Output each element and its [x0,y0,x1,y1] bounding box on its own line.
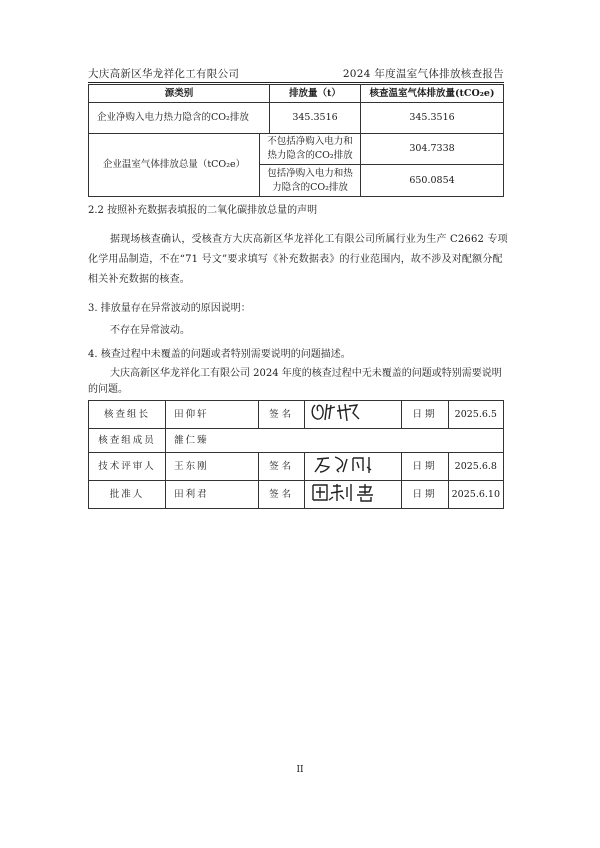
section-4-title: 4. 核查过程中未覆盖的问题或者特别需要说明的问题描述。 [88,349,351,360]
col-verified: 核查温室气体排放量(tCO₂e) [361,85,504,103]
role-lead: 核查组长 [89,401,166,429]
date-label: 日期 [402,481,448,509]
role-reviewer: 技术评审人 [89,453,166,481]
role-member: 核查组成员 [89,429,166,453]
row-electricity-verified: 345.3516 [361,103,504,134]
section-2-2-title: 2.2 按照补充数据表填报的二氧化碳排放总量的声明 [88,205,318,216]
section-2-2-body: 据现场核查确认，受核查方大庆高新区华龙祥化工有限公司所属行业为生产 C2662 专项化学用品制造，不在“71 号文”要求填写《补充数据表》的行业范围内，故不涉及对配额分配相关补充数据的核查。 [88,234,508,285]
sign-label: 签名 [259,481,305,509]
signature-reviewer [305,453,402,481]
page-header [88,66,504,81]
header-company: 大庆高新区华龙祥化工有限公司 [88,68,240,80]
page-number: II [296,765,304,775]
date-label: 日期 [402,401,448,429]
row-total-incl-verified: 650.0854 [361,165,504,197]
row-total-label: 企业温室气体排放总量（tCO₂e） [89,134,260,197]
row-total-excl-label: 不包括净购入电力和热力隐含的CO₂排放 [260,134,361,165]
header-divider [88,82,504,83]
sign-label: 签名 [259,401,305,429]
date-reviewer: 2025.6.8 [448,453,503,481]
date-approver: 2025.6.10 [448,481,503,509]
row-electricity-emission: 345.3516 [270,103,361,134]
name-reviewer: 王东刚 [166,453,259,481]
signoff-table [88,400,504,509]
sign-label: 签名 [259,453,305,481]
header-report-title: 2024 年度温室气体排放核查报告 [342,68,504,80]
col-source: 源类别 [89,85,270,103]
emissions-table [88,84,504,197]
name-approver: 田利君 [166,481,259,509]
signature-lead [305,401,402,429]
date-lead: 2025.6.5 [448,401,503,429]
row-total-incl-label: 包括净购入电力和热力隐含的CO₂排放 [260,165,361,197]
date-label: 日期 [402,453,448,481]
signature-approver [305,481,402,509]
name-member: 雒仁臻 [166,429,504,453]
section-3-body: 不存在异常波动。 [110,325,190,336]
row-total-excl-verified: 304.7338 [361,134,504,165]
row-electricity-label: 企业净购入电力热力隐含的CO₂排放 [89,103,270,134]
role-approver: 批准人 [89,481,166,509]
section-4-body: 大庆高新区华龙祥化工有限公司 2024 年度的核查过程中无未覆盖的问题或特别需要说明的问题。 [88,368,502,395]
name-lead: 田仰轩 [166,401,259,429]
section-3-title: 3. 排放量存在异常波动的原因说明： [88,303,251,314]
col-emission: 排放量（t） [270,85,361,103]
